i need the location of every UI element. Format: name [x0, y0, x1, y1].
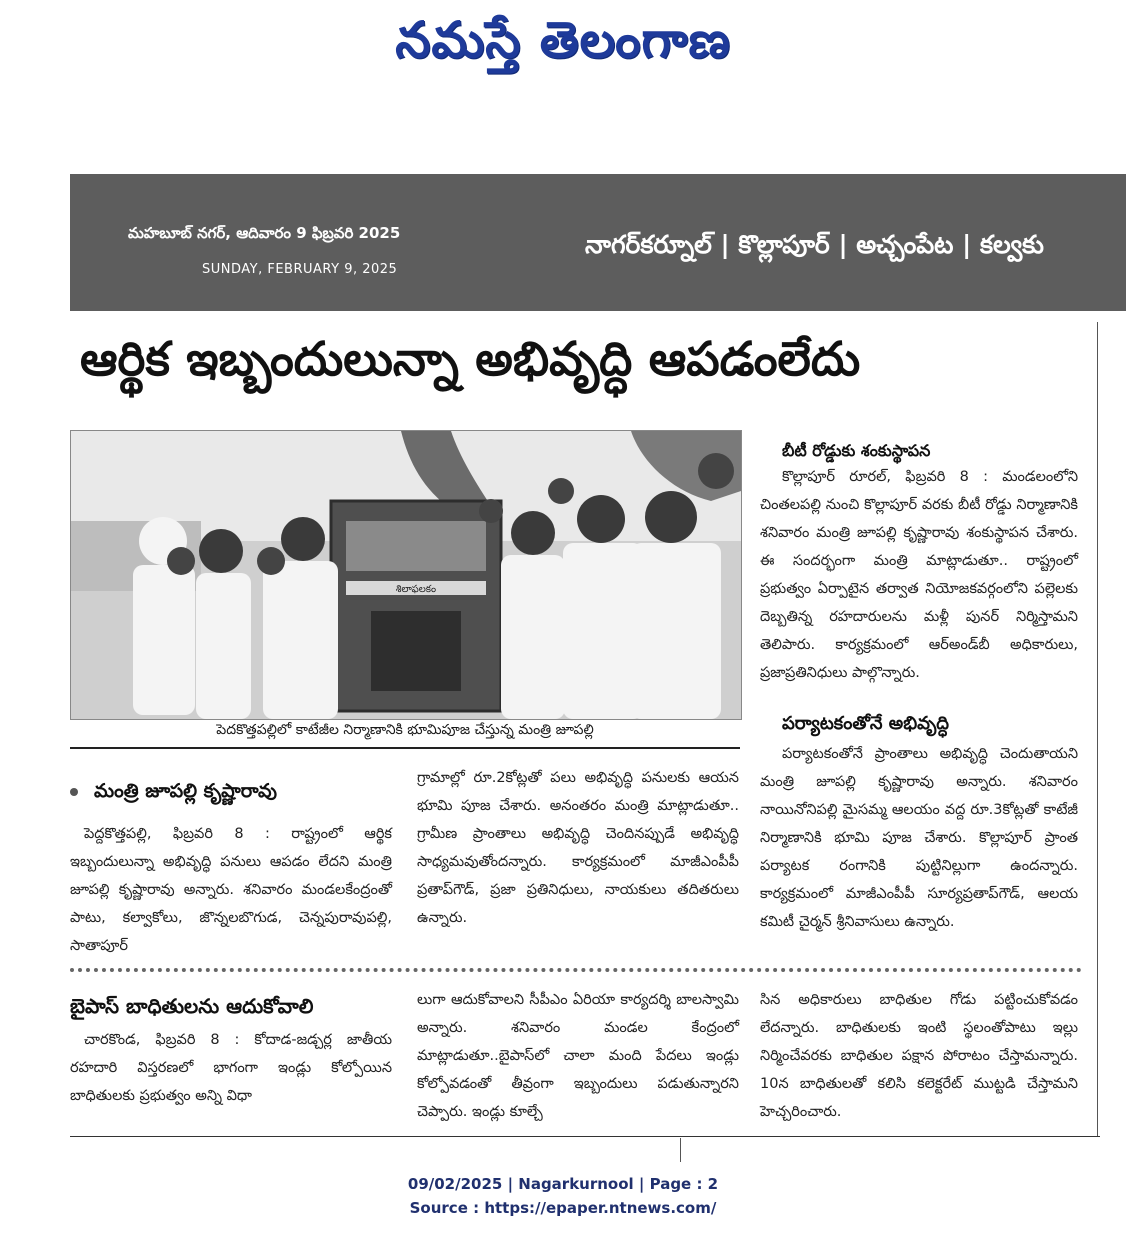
edition-places: నాగర్‌కర్నూల్ | కొల్లాపూర్ | అచ్చంపేట | కల్వకు: [585, 230, 1044, 259]
page-footer: [0, 1172, 1126, 1220]
photo-illustration: [71, 431, 741, 719]
edition-date-telugu: మహబూబ్ నగర్, ఆదివారం 9 ఫిబ్రవరి 2025: [128, 224, 401, 242]
section-divider: [70, 968, 1082, 972]
story1-subhead: [70, 780, 277, 807]
story1-body-col1: పెద్దకొత్తపల్లి, ఫిబ్రవరి 8 : రాష్ట్రంలో ఆర్థిక ఇబ్బందులున్నా అభివృద్ధి పనులు ఆపడం లేదని మంత్రి జూపల్లి కృష్ణారావు అన్నారు. శనివారం మండలకేంద్రంతో పాటు, కల్వాకోలు, జొన్నలబొగుడ, చెన్నపురావుపల్లి, సాతాపూర్: [70, 826, 392, 954]
news-photo: [70, 430, 742, 720]
story2-subhead: బీటీ రోడ్డుకు శంకుస్థాపన: [782, 441, 931, 460]
bullet-icon: [70, 788, 78, 796]
story3-body: పర్యాటకంతోనే ప్రాంతాలు అభివృద్ధి చెందుతాయని మంత్రి జూపల్లి కృష్ణారావు అన్నారు. శనివారం నాయినోనిపల్లి మైసమ్మ ఆలయం వద్ద రూ.3కోట్లతో కాటేజీ నిర్మాణానికి భూమి పూజ చేశారు. కొల్లాపూర్ ప్రాంత పర్యాటక రంగానికి పుట్టినిల్లుగా ఉందన్నారు. కార్యక్రమంలో మాజీఎంపీపీ సూర్యప్రతాప్‌గౌడ్, ఆలయ కమిటీ చైర్మన్ శ్రీనివాసులు ఉన్నారు.: [760, 746, 1078, 930]
newspaper-logo: నమస్తే తెలంగాణ: [395, 11, 731, 69]
plaque-text: శిలాఫలకం: [395, 584, 437, 595]
photo-caption: పెదకొత్తపల్లిలో కాటేజీల నిర్మాణానికి భూమిపూజ చేస్తున్న మంత్రి జూపల్లి: [70, 722, 740, 749]
masthead: [0, 0, 1126, 80]
story4-body-col1: చారకొండ, ఫిబ్రవరి 8 : కోదాడ-జడ్చర్ల జాతీయ రహదారి విస్తరణలో భాగంగా ఇండ్లు కోల్పోయిన బాధితులకు ప్రభుత్వం అన్ని విధా: [70, 1032, 392, 1104]
story4-body-col3: సిన అధికారులు బాధితుల గోడు పట్టించుకోవడం లేదన్నారు. బాధితులకు ఇంటి స్థలంతోపాటు ఇల్లు నిర్మించేవరకు బాధితుల పక్షాన పోరాటం చేస్తామన్నారు. 10న బాధితులతో కలిసి కలెక్టరేట్ ముట్టడి చేస్తామని హెచ్చరించారు.: [760, 992, 1078, 1120]
bottom-rule: [70, 1136, 1100, 1137]
footer-edition-info: 09/02/2025 | Nagarkurnool | Page : 2: [407, 1175, 719, 1193]
bottom-divider: [680, 1138, 681, 1162]
story4-subhead: బైపాస్ బాధితులను ఆదుకోవాలి: [70, 994, 314, 1018]
footer-source-link[interactable]: Source : https://epaper.ntnews.com/: [409, 1199, 717, 1217]
story1-subhead-text: మంత్రి జూపల్లి కృష్ణారావు: [94, 780, 277, 802]
main-headline: ఆర్థిక ఇబ్బందులున్నా అభివృద్ధి ఆపడంలేదు: [80, 332, 861, 387]
story3-subhead: పర్యాటకంతోనే అభివృద్ధి: [782, 713, 949, 734]
edition-date-english: SUNDAY, FEBRUARY 9, 2025: [202, 262, 398, 277]
column-divider: [1097, 322, 1098, 1137]
story4-body-col2: లుగా ఆదుకోవాలని సీపీఎం ఏరియా కార్యదర్శి బాలస్వామి అన్నారు. శనివారం మండల కేంద్రంలో మాట్లాడుతూ..బైపాస్‌లో చాలా మంది పేదలు ఇండ్లు కోల్పోవడంతో తీవ్రంగా ఇబ్బందులు పడుతున్నారని చెప్పారు. ఇండ్లు కూల్చే: [417, 992, 739, 1120]
edition-band: [70, 174, 1126, 311]
story1-body-col2: గ్రామాల్లో రూ.2కోట్లతో పలు అభివృద్ధి పనులకు ఆయన భూమి పూజ చేశారు. అనంతరం మంత్రి మాట్లాడుతూ.. గ్రామీణ ప్రాంతాలు అభివృద్ధి చెందినప్పుడే అభివృద్ధి సాధ్యమవుతోందన్నారు. కార్యక్రమంలో మాజీఎంపీపీ ప్రతాప్‌గౌడ్, ప్రజా ప్రతినిధులు, నాయకులు తదితరులు ఉన్నారు.: [417, 770, 739, 926]
story2-body: కొల్లాపూర్ రూరల్, ఫిబ్రవరి 8 : మండలంలోని చింతలపల్లి నుంచి కొల్లాపూర్ వరకు బీటీ రోడ్డు నిర్మాణానికి శనివారం మంత్రి జూపల్లి కృష్ణారావు శంకుస్థాపన చేశారు. ఈ సందర్భంగా మంత్రి మాట్లాడుతూ.. రాష్ట్రంలో ప్రభుత్వం ఏర్పాటైన తర్వాత నియోజకవర్గంలోని పల్లెలకు దెబ్బతిన్న రహదారులను మళ్లీ పునర్ నిర్మిస్తామని తెలిపారు. కార్యక్రమంలో ఆర్అండ్‌బీ అధికారులు, ప్రజాప్రతినిధులు పాల్గొన్నారు.: [760, 469, 1078, 681]
